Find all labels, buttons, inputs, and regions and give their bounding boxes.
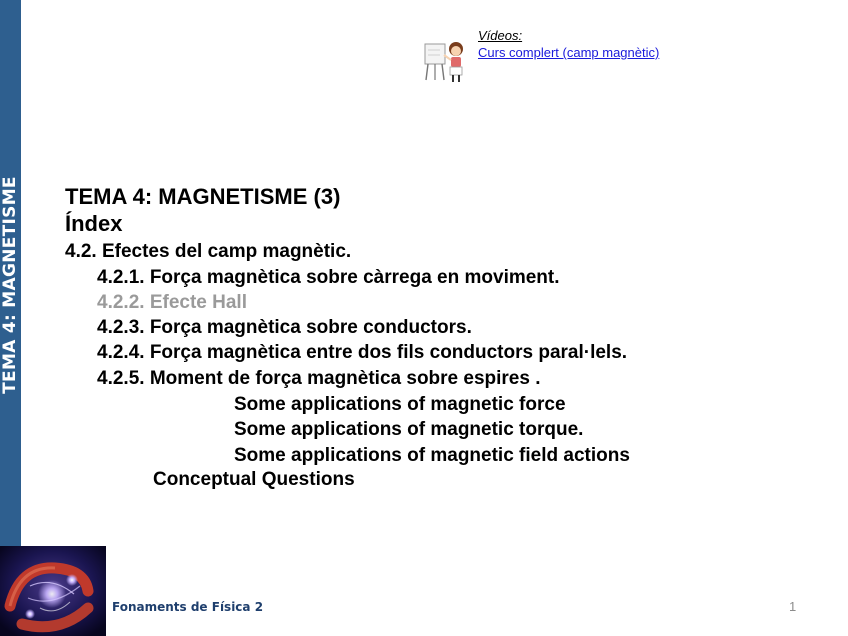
- application-item: Some applications of magnetic force: [234, 394, 566, 415]
- conceptual-questions: Conceptual Questions: [153, 469, 355, 490]
- page-number: 1: [789, 599, 797, 614]
- subsection-item-current: 4.2.2. Efecte Hall: [97, 292, 247, 313]
- course-name: Fonaments de Física 2: [112, 600, 264, 614]
- course-video-link[interactable]: Curs complert (camp magnètic): [478, 45, 660, 60]
- subsection-item: 4.2.5. Moment de força magnètica sobre espires .: [97, 368, 541, 389]
- teacher-presentation-icon: [422, 40, 470, 84]
- magnet-logo-image: [0, 546, 106, 636]
- subsection-item: 4.2.4. Força magnètica entre dos fils conductors paral·lels.: [97, 342, 628, 363]
- sidebar-band: [0, 0, 21, 546]
- videos-label: Vídeos:: [478, 28, 523, 43]
- application-item: Some applications of magnetic field actions: [234, 445, 630, 466]
- application-item: Some applications of magnetic torque.: [234, 419, 584, 440]
- subsection-item: 4.2.1. Força magnètica sobre càrrega en moviment.: [97, 267, 560, 288]
- index-heading: Índex: [65, 211, 123, 236]
- sidebar-title: TEMA 4: MAGNETISME: [0, 176, 20, 394]
- slide-title: TEMA 4: MAGNETISME (3): [65, 184, 341, 209]
- subsection-item: 4.2.3. Força magnètica sobre conductors.: [97, 317, 472, 338]
- section-heading: 4.2. Efectes del camp magnètic.: [65, 241, 352, 262]
